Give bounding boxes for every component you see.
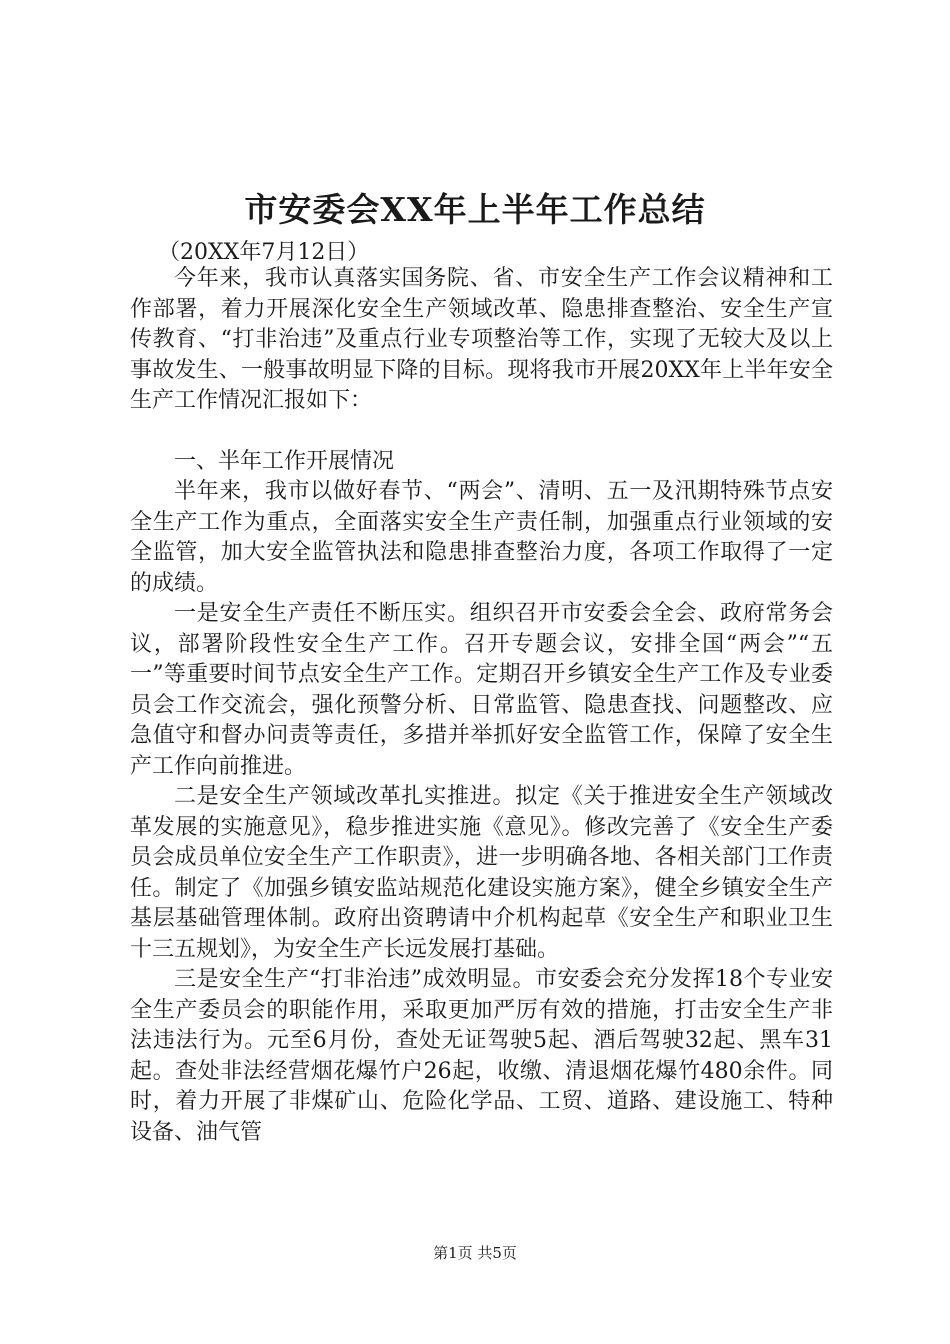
page-footer: 第1页 共5页 (433, 1244, 517, 1262)
paragraph-overview: 半年来，我市以做好春节、“两会”、清明、五一及汛期特殊节点安全生产工作为重点，全面落实安全生产责任制，加强重点行业领域的安全监管，加大安全监管执法和隐患排查整治力度，各项工作取得了一定的成绩。 (130, 479, 833, 596)
paragraph-item-1: 一是安全生产责任不断压实。组织召开市安委会全会、政府常务会议，部署阶段性安全生产工作。召开专题会议，安排全国“两会”“五一”等重要时间节点安全生产工作。定期召开乡镇安全生产工作及专业委员会工作交流会，强化预警分析、日常监管、隐患查找、问题整改、应急值守和督办问责等责任，多措并举抓好安全监管工作，保障了安全生产工作向前推进。 (130, 601, 833, 779)
paragraph-intro: 今年来，我市认真落实国务院、省、市安全生产工作会议精神和工作部署，着力开展深化安全生产领域改革、隐患排查整治、安全生产宣传教育、“打非治违”及重点行业专项整治等工作，实现了无较大及以上事故发生、一般事故明显下降的目标。现将我市开展20XX年上半年安全生产工作情况汇报如下： (130, 266, 833, 413)
document-body (130, 264, 833, 1148)
document-date: （20XX年7月12日） (158, 240, 370, 265)
paragraph-item-3: 三是安全生产“打非治违”成效明显。市安委会充分发挥18个专业安全生产委员会的职能作用，采取更加严厉有效的措施，打击安全生产非法违法行为。元至6月份，查处无证驾驶5起、酒后驾驶32起、黑车31起。查处非法经营烟花爆竹户26起，收缴、清退烟花爆竹480余件。同时，着力开展了非煤矿山、危险化学品、工贸、道路、建设施工、特种设备、油气管 (130, 967, 833, 1145)
paragraph-item-2: 二是安全生产领域改革扎实推进。拟定《关于推进安全生产领域改革发展的实施意见》，稳步推进实施《意见》。修改完善了《安全生产委员会成员单位安全生产工作职责》，进一步明确各地、各相关部门工作责任。制定了《加强乡镇安监站规范化建设实施方案》，健全乡镇安全生产基层基础管理体制。政府出资聘请中介机构起草《安全生产和职业卫生十三五规划》，为安全生产长远发展打基础。 (130, 784, 833, 962)
section-heading: 一、半年工作开展情况 (174, 448, 395, 474)
document-title: 市安委会XX年上半年工作总结 (244, 190, 706, 229)
